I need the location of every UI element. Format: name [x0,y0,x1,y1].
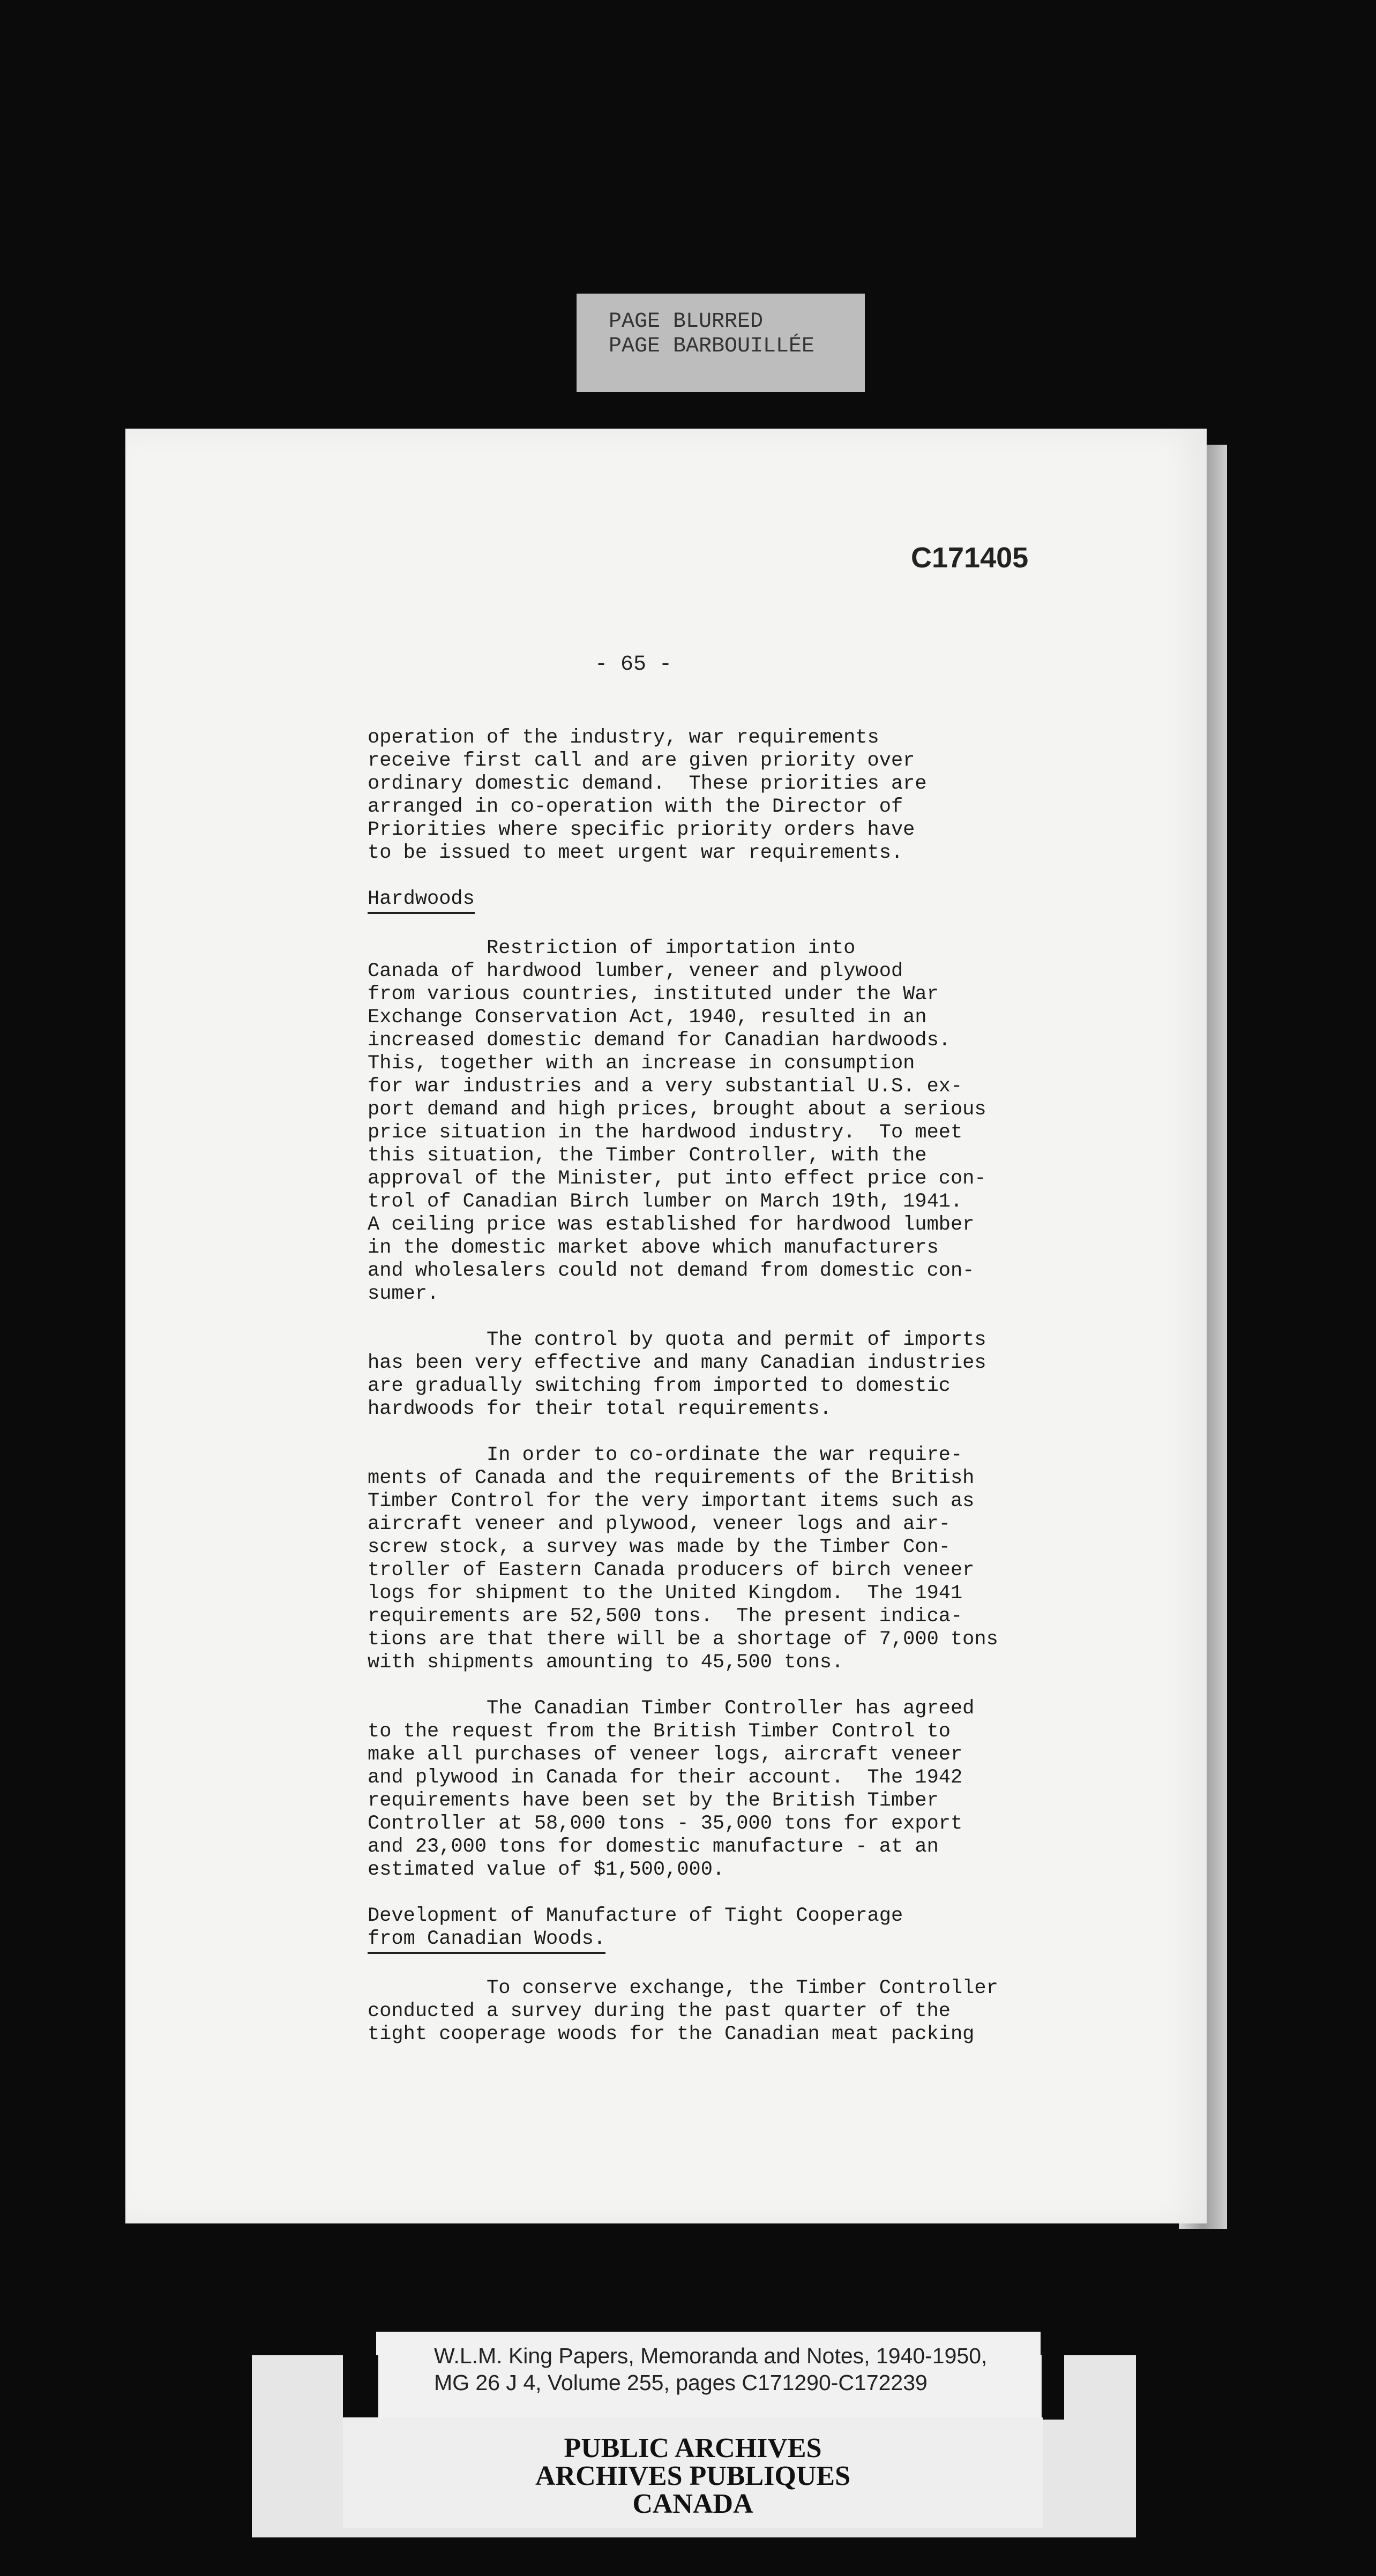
blur-label-en: PAGE BLURRED [609,310,764,334]
text-line: has been very effective and many Canadian industries [368,1352,986,1374]
text-line: and 23,000 tons for domestic manufacture - at an [368,1836,939,1858]
source-citation [376,2332,1041,2417]
paragraph-british-purchases [368,1697,989,1882]
text-line: make all purchases of veneer logs, aircraft veneer [368,1743,963,1766]
text-line: tions are that there will be a shortage of 7,000 tons [368,1628,998,1651]
text-line: aircraft veneer and plywood, veneer logs and air- [368,1513,951,1536]
text-line: To conserve exchange, the Timber Controller [368,1977,998,2000]
text-line: operation of the industry, war requirements [368,727,879,749]
text-line: Priorities where specific priority orders have [368,819,915,841]
page-number: - 65 - [595,653,672,677]
text-line: troller of Eastern Canada producers of birch veneer [368,1559,975,1582]
paragraph-war-requirements [368,1444,998,1674]
paragraph-cooperage-survey [368,1977,998,2046]
text-line: price situation in the hardwood industry. To meet [368,1121,963,1144]
page-blurred-label [577,294,865,392]
text-line: increased domestic demand for Canadian hardwoods. [368,1029,951,1052]
text-line: approval of the Minister, put into effect price con- [368,1167,986,1190]
text-line: screw stock, a survey was made by the Timber Con- [368,1536,951,1559]
text-line: with shipments amounting to 45,500 tons. [368,1651,844,1674]
section-heading-hardwoods: Hardwoods [368,888,475,914]
text-line: Restriction of importation into [368,937,856,960]
text-line: Timber Control for the very important items such as [368,1490,975,1512]
text-line: in the domestic market above which manufacturers [368,1237,939,1259]
stamp-line-3: CANADA [632,2489,753,2519]
text-line: for war industries and a very substantial U.S. ex- [368,1075,963,1098]
text-line: from various countries, instituted under the War [368,983,939,1006]
text-line: Controller at 58,000 tons - 35,000 tons for export [368,1813,963,1835]
document-body [368,727,998,2046]
stamp-line-2: ARCHIVES PUBLIQUES [535,2461,851,2491]
text-line: sumer. [368,1283,439,1305]
section-heading-cooperage [368,1905,989,1954]
text-line: to the request from the British Timber Control to [368,1720,951,1743]
heading-line: Development of Manufacture of Tight Cooperage [368,1905,903,1927]
text-line: Exchange Conservation Act, 1940, resulted in an [368,1006,927,1029]
document-id: C171405 [911,542,1029,574]
text-line: The Canadian Timber Controller has agreed [368,1697,975,1720]
text-line: In order to co-ordinate the war require- [368,1444,963,1466]
text-line: port demand and high prices, brought about a serious [368,1098,986,1121]
text-line: Canada of hardwood lumber, veneer and plywood [368,960,903,983]
paragraph-import-control [368,1329,989,1421]
text-line: and wholesalers could not demand from domestic con- [368,1260,975,1282]
stamp-line-1: PUBLIC ARCHIVES [564,2433,822,2463]
text-line: hardwoods for their total requirements. [368,1398,832,1420]
text-line: The control by quota and permit of imports [368,1329,986,1351]
text-line: conducted a survey during the past quarter of the [368,2000,951,2023]
text-line: requirements have been set by the British Timber [368,1789,939,1812]
text-line: and plywood in Canada for their account. The 1942 [368,1766,963,1789]
text-line: to be issued to meet urgent war requirements. [368,842,903,864]
text-line: This, together with an increase in consumption [368,1052,915,1075]
text-line: A ceiling price was established for hardwood lumber [368,1214,975,1236]
text-line: tight cooperage woods for the Canadian meat packing [368,2023,975,2046]
text-line: logs for shipment to the United Kingdom. The 1941 [368,1582,963,1605]
paragraph-import-restriction [368,937,989,1306]
blur-label-fr: PAGE BARBOUILLÉE [609,334,815,358]
citation-line-1: W.L.M. King Papers, Memoranda and Notes, 1940-1950, [434,2343,988,2368]
public-archives-stamp [343,2417,1043,2528]
heading-line-underlined: from Canadian Woods. [368,1928,605,1954]
text-line: receive first call and are given priority over [368,750,915,772]
text-line: are gradually switching from imported to domestic [368,1375,951,1397]
text-line: ments of Canada and the requirements of the British [368,1467,975,1489]
text-line: ordinary domestic demand. These priorities are [368,773,927,795]
intro-paragraph [368,727,989,865]
citation-line-2: MG 26 J 4, Volume 255, pages C171290-C172239 [434,2370,928,2395]
text-line: arranged in co-operation with the Director of [368,796,903,818]
text-line: trol of Canadian Birch lumber on March 19th, 1941. [368,1190,963,1213]
text-line: requirements are 52,500 tons. The present indica- [368,1605,963,1628]
text-line: this situation, the Timber Controller, with the [368,1144,927,1167]
text-line: estimated value of $1,500,000. [368,1859,725,1881]
